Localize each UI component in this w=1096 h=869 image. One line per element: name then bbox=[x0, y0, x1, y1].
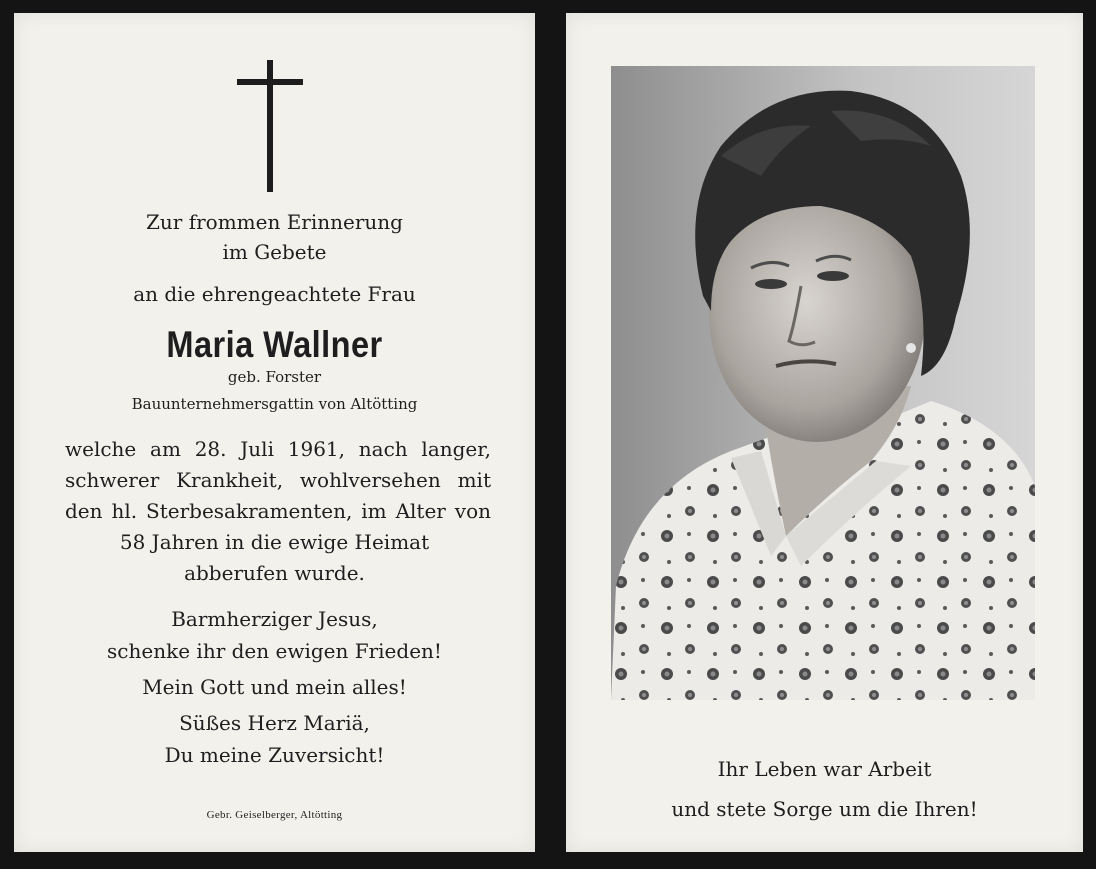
body-line-5: abberufen wurde. bbox=[184, 561, 365, 585]
body-line-2: schwerer Krankheit, wohlversehen mit bbox=[65, 468, 491, 492]
memorial-photo-card bbox=[566, 13, 1083, 852]
prayer-line-2: schenke ihr den ewigen Frieden! bbox=[107, 639, 442, 663]
body-line-1: welche am 28. Juli 1961, nach langer, bbox=[65, 437, 491, 461]
occupation-line: Bauunternehmersgattin von Altötting bbox=[131, 395, 418, 413]
body-line-3: den hl. Sterbesakramenten, im Alter von bbox=[65, 499, 491, 523]
maiden-name: geb. Forster bbox=[227, 368, 322, 386]
portrait-photo bbox=[611, 66, 1035, 700]
deceased-name: Maria Wallner bbox=[166, 324, 383, 365]
dedication-line: an die ehrengeachtete Frau bbox=[133, 282, 416, 306]
caption-line-2: und stete Sorge um die Ihren! bbox=[671, 797, 978, 821]
prayer-line-4: Süßes Herz Mariä, bbox=[179, 711, 370, 735]
memorial-text-card bbox=[14, 13, 535, 852]
prayer-line-1: Barmherziger Jesus, bbox=[171, 607, 378, 631]
body-line-4: 58 Jahren in die ewige Heimat bbox=[119, 530, 430, 554]
caption-line-1: Ihr Leben war Arbeit bbox=[717, 757, 932, 781]
remembrance-line: Zur frommen Erinnerung bbox=[146, 210, 403, 234]
remembrance-line-2: im Gebete bbox=[222, 240, 327, 264]
prayer-line-3: Mein Gott und mein alles! bbox=[142, 675, 407, 699]
printer-imprint: Gebr. Geiselberger, Altötting bbox=[206, 809, 343, 821]
cross-icon-crossbar bbox=[237, 79, 303, 85]
prayer-line-5: Du meine Zuversicht! bbox=[164, 743, 385, 767]
